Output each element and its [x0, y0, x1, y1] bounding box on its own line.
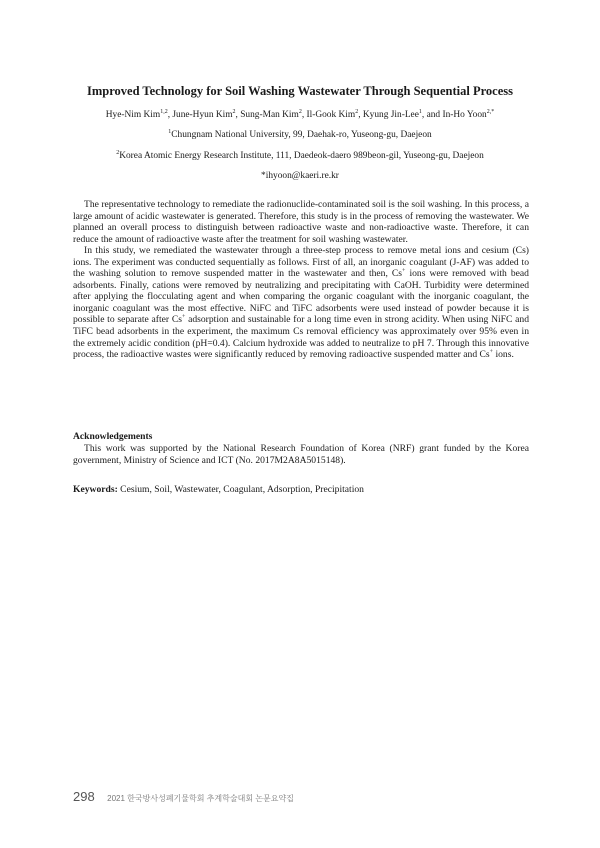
author-affiliation-mark: 1 — [418, 108, 422, 115]
author-affiliation-mark: 2 — [298, 108, 302, 115]
acknowledgements-body — [73, 443, 529, 466]
affiliation-text: Chungnam National University, 99, Daehak-ro, Yuseong-gu, Daejeon — [171, 130, 432, 140]
acknowledgements-paragraph: This work was supported by the National Research Foundation of Korea (NRF) grant funded by the Korea government, Ministry of Science and ICT (No. 2017M2A8A5015148). — [73, 443, 529, 466]
author-affiliation-mark: 2,* — [486, 108, 495, 115]
corresponding-email: *ihyoon@kaeri.re.kr — [261, 171, 339, 181]
abstract-body — [73, 199, 529, 361]
affiliation-1 — [40, 130, 560, 140]
keywords-list: Cesium, Soil, Wastewater, Coagulant, Adsorption, Precipitation — [120, 484, 364, 495]
author-list: Hye-Nim Kim$^{1,2}$, June-Hyun Kim$^2$, Sung-Man Kim$^2$, Il-Gook Kim$^2$, Kyung Jin-Lee$^1$, and In-Ho Yoon$^{2,*}$ — [105, 108, 495, 120]
conference-proceedings-title: 2021 한국방사성폐기물학회 추계학술대회 논문요약집 — [107, 794, 294, 803]
author-name: In-Ho Yoon — [442, 110, 487, 120]
cation-charge-mark: + — [489, 348, 494, 355]
acknowledgements-heading: Acknowledgements — [73, 431, 153, 442]
affiliation-mark: 1 — [168, 128, 172, 135]
author-conjunction: and — [426, 110, 441, 120]
author-name: Hye-Nim Kim — [105, 110, 161, 120]
page-number: 298 — [73, 789, 95, 804]
paragraph-text: ions were removed with bead adsorbents. Finally, cations were removed by neutralizing and precipitating with CaOH. Turbidity were determined after applying the flocculating agent and when comparing the organic coagulant with the inorganic coagulant, the inorganic coagulant was the most effective. NiFC and TiFC adsorbents were used instead of powder because it is possible to separate after Cs — [73, 268, 529, 326]
author-affiliation-mark: 2 — [355, 108, 359, 115]
author-name: Il-Gook Kim — [306, 110, 356, 120]
author-name: Sung-Man Kim — [240, 110, 299, 120]
author-name: Kyung Jin-Lee — [362, 110, 419, 120]
affiliation-2 — [40, 151, 560, 161]
affiliation-text: Korea Atomic Energy Research Institute, 111, Daedeok-daero 989beon-gil, Yuseong-gu, Daejeon — [119, 151, 484, 161]
body-paragraph-2 — [73, 245, 529, 360]
paragraph-text: adsorption and sustainable for a long time even in strong acidity. When using NiFC and TiFC bead adsorbents in the experiment, the maximum Cs removal efficiency was approximately over 95% even in the extremely acidic condition (pH=0.4). Calcium hydroxide was added to neutralize to pH 7. Through this innovative process, the radioactive wastes were significantly reduced by removing radioactive suspended matter and Cs — [73, 314, 529, 361]
keywords-label: Keywords: — [73, 484, 118, 495]
paragraph-text: ions. — [493, 349, 514, 361]
cation-charge-mark: + — [181, 314, 186, 321]
author-name: June-Hyun Kim — [172, 110, 233, 120]
author-affiliation-mark: 2 — [232, 108, 236, 115]
affiliation-mark: 2 — [116, 149, 120, 156]
body-paragraph-1: The representative technology to remediate the radionuclide-contaminated soil is the soil washing. In this process, a large amount of acidic wastewater is generated. Therefore, this study is in the process of removing the wastewater. We planned an overall process to distinguish between radioactive waste and non-radioactive waste. Therefore, it can reduce the amount of radioactive waste after the treatment for soil washing wastewater. — [73, 199, 529, 245]
cation-charge-mark: + — [402, 268, 406, 275]
page-footer — [73, 788, 294, 806]
paper-title: Improved Technology for Soil Washing Wastewater Through Sequential Process — [86, 84, 513, 98]
paragraph-text: In this study, we remediated the wastewater through a three-step process to remove metal ions and cesium (Cs) ions. The experiment was conducted sequentially as follows. First of all, an inorganic coagulant (J-AF) was added to the washing solution to remove suspended matter in the wastewater and then, Cs — [73, 245, 529, 280]
author-affiliation-mark: 1,2 — [160, 108, 168, 115]
keywords-line — [73, 484, 529, 495]
